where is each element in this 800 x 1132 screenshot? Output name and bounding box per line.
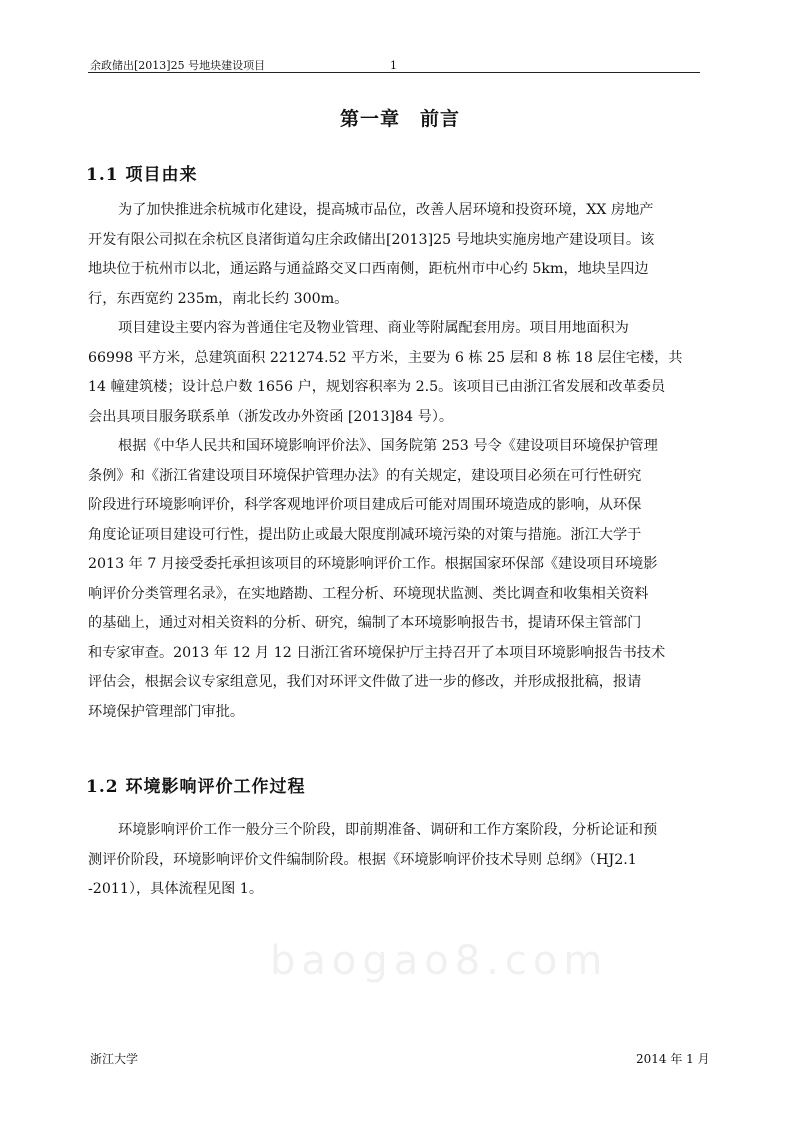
text-line: 阶段进行环境影响评价，科学客观地评价项目建成后可能对周围环境造成的影响，从环保	[88, 497, 642, 513]
text-line: 为了加快推进余杭城市化建设，提高城市品位，改善人居环境和投资环境，XX 房地产	[118, 202, 654, 218]
text-line: 行，东西宽约 235m，南北长约 300m。	[88, 290, 349, 307]
footer-organization: 浙江大学	[90, 1052, 139, 1066]
header-project-title: 余政储出[2013]25 号地块建设项目	[90, 59, 266, 72]
paragraph-3	[88, 432, 718, 727]
paragraph-4	[88, 816, 718, 905]
text-line: 和专家审查。2013 年 12 月 12 日浙江省环境保护厅主持召开了本项目环境影响报告书技术	[88, 644, 666, 661]
paragraph-1	[88, 196, 718, 314]
text-line: 环境保护管理部门审批。	[88, 703, 245, 720]
text-line: 项目建设主要内容为普通住宅及物业管理、商业等附属配套用房。项目用地面积为	[118, 320, 629, 336]
text-line: -2011），具体流程见图 1。	[88, 881, 264, 897]
section-title-1-1: 1.1 项目由来	[86, 165, 198, 185]
text-line: 条例》和《浙江省建设项目环境保护管理办法》的有关规定，建设项目必须在可行性研究	[88, 467, 642, 484]
footer-date: 2014 年 1 月	[636, 1052, 710, 1066]
chapter-title: 第一章 前言	[339, 108, 460, 130]
text-line: 响评价分类管理名录》，在实地踏勘、工程分析、环境现状监测、类比调查和收集相关资料	[88, 585, 649, 602]
page-header	[88, 58, 700, 73]
text-line: 的基础上，通过对相关资料的分析、研究，编制了本环境影响报告书，提请环保主管部门	[88, 615, 642, 631]
text-line: 14 幢建筑楼；设计总户数 1656 户，规划容积率为 2.5。该项目已由浙江省发展和改革委员	[88, 379, 666, 395]
text-line: 测评价阶段，环境影响评价文件编制阶段。根据《环境影响评价技术导则 总纲》（HJ2.1	[88, 851, 637, 868]
watermark: baogao8.com	[270, 938, 609, 984]
text-line: 2013 年 7 月接受委托承担该项目的环境影响评价工作。根据国家环保部《建设项目环境影	[88, 556, 658, 572]
text-line: 地块位于杭州市以北，通运路与通益路交叉口西南侧，距杭州市中心约 5km，地块呈四边	[88, 261, 649, 277]
text-line: 开发有限公司拟在余杭区良渚街道勾庄余政储出[2013]25 号地块实施房地产建设项目。该	[88, 231, 655, 248]
text-line: 根据《中华人民共和国环境影响评价法》、国务院第 253 号令《建设项目环境保护管理	[118, 438, 658, 454]
text-line: 会出具项目服务联系单（浙发改办外资函 [2013]84 号）。	[88, 408, 454, 425]
header-page-number: 1	[390, 59, 397, 72]
paragraph-2	[88, 314, 718, 432]
text-line: 环境影响评价工作一般分三个阶段，即前期准备、调研和工作方案阶段，分析论证和预	[118, 822, 658, 838]
text-line: 角度论证项目建设可行性，提出防止或最大限度削减环境污染的对策与措施。浙江大学于	[88, 526, 642, 543]
text-line: 66998 平方米，总建筑面积 221274.52 平方米，主要为 6 栋 25 层和 8 栋 18 层住宅楼，共	[88, 349, 683, 366]
text-line: 评估会，根据会议专家组意见，我们对环评文件做了进一步的修改，并形成报批稿，报请	[88, 674, 642, 690]
section-title-1-2: 1.2 环境影响评价工作过程	[86, 777, 306, 797]
